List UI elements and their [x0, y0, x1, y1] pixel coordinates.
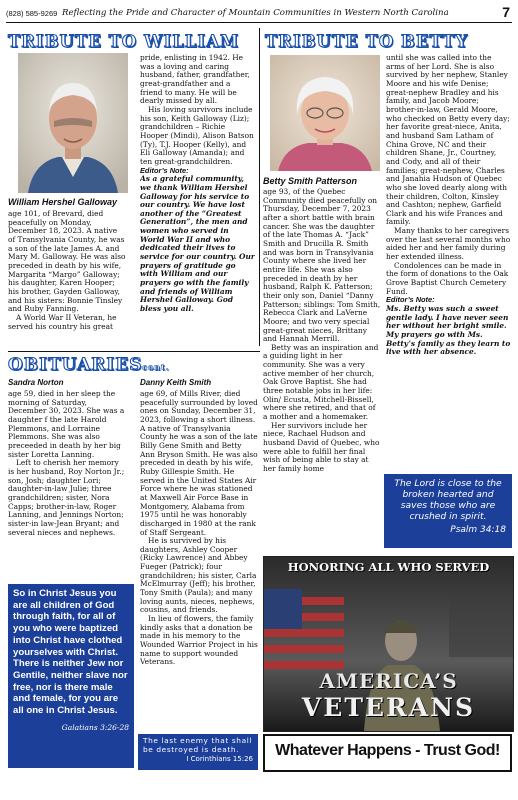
- tribute-betty-banner: TRIBUTE TO BETTY: [265, 32, 469, 51]
- danny-name: Danny Keith Smith: [140, 378, 212, 387]
- page-header: [6, 6, 512, 23]
- betty-obituary-col2: [386, 54, 512, 446]
- william-editors-note-label: Editor’s Note:: [140, 165, 189, 175]
- psalm-verse-ref: Psalm 34:18: [450, 525, 506, 536]
- obituaries-banner: [8, 351, 260, 374]
- william-name: William Hershel Galloway: [8, 197, 117, 207]
- sandra-obituary: [8, 390, 126, 580]
- betty-name: Betty Smith Patterson: [263, 176, 358, 186]
- trust-god-text: Whatever Happens - Trust God!: [275, 742, 500, 759]
- header-tagline: Reflecting the Pride and Character of Mountain Communities in Western North Carolina: [62, 8, 449, 18]
- danny-para-3: In lieu of flowers, the family kindly asks that a donation be made in his memory to the Wounded Warrior Project in his name to support wounded Veterans.: [140, 614, 258, 667]
- betty-para-5: Many thanks to her caregivers over the last several months who aided her and her family during her extended illness.: [386, 226, 511, 262]
- william-obituary-col1: [8, 210, 126, 347]
- betty-obituary-col1: [263, 188, 381, 524]
- veterans-ad: [263, 556, 514, 732]
- sandra-para-1: age 59, died in her sleep the morning of Saturday, December 30, 2023. She was a daughter f the late Harold Plemmons, and Lorraine Plemmons. She was also preceeded in death by her big sister Loretta Lanning.: [8, 390, 125, 459]
- betty-para-4: until she was called into the arms of her Lord. She is also survived by her nephew, Stanley Moore and his wife Denise; great-nephew Bradley and his family, and Jacob Moore; brother-in-law, Gerald Moore, who checked on Betty every day; her favorite great-niece, Anita, and husband Sam Latham of China Grove, NC and their children Shane, Jr., Courtney, and Cody, and all of their families; great-nephew, Charles and Janahia Hudson of Quebec who she loved dearly along with their children, Colton, Kinsley and Cashton; nephew, Garfield Clark and his wife Frances and family.: [386, 54, 510, 227]
- obituaries-cont: cont.: [142, 362, 170, 372]
- betty-editors-note-label: Editor’s Note:: [386, 295, 435, 305]
- corinthians-verse-ref: I Corinthians 15:26: [186, 755, 253, 764]
- betty-para-6: Condolences can be made in the form of donations to the Oak Grove Baptist Church Cemetery Fund.: [386, 260, 509, 296]
- betty-editors-note: Ms. Betty was such a sweet gentle lady. I have never seen her without her bright smile. My prayers go with Ms. Betty’s family as they learn to live with her absence.: [386, 304, 511, 357]
- galatians-verse-ref: Galatians 3:26-28: [61, 722, 129, 732]
- betty-para-3: Her survivors include her niece, Rachael Hudson and husband David of Quebec, who were able to fulfill her final wish of being able to stay at her family home: [263, 420, 380, 473]
- william-para-4: His loving survivors include his son, Keith Galloway (Liz); grandchildren – Richie Hooper (Mindi), Alison Batson (Ty), T.J. Hooper (Kelly), and Eli Galloway (Amanda); and ten great-grandchildren.: [140, 104, 254, 166]
- corinthians-verse-box: [138, 734, 258, 770]
- betty-photo: [270, 55, 380, 171]
- galatians-verse-text: So in Christ Jesus you are all children of God through faith, for all of you who were baptized into Christ have clothed yourselves with Christ. There is neither Jew nor Gentile, neither slave nor free, nor is there male and female, for you are all one in Christ Jesus.: [13, 588, 128, 717]
- sandra-name: Sandra Norton: [8, 378, 64, 387]
- william-para-1: age 101, of Brevard, died peacefully on Monday, December 18, 2023. A native of Transylvania County, he was a son of the late James A. and Mary M. Galloway. He was also preceded in death by his wife, Margarita “Margo” Galloway; his daughter, Karen Hooper; his brother, Gayden Galloway, and his sisters: Bonnie Tinsley and Ruby Fanning.: [8, 210, 126, 314]
- column-divider: [259, 28, 260, 346]
- page-number: 7: [502, 4, 510, 20]
- tribute-william-banner: TRIBUTE TO WILLIAM: [8, 32, 240, 51]
- galatians-verse-box: [8, 584, 134, 768]
- veterans-ad-top: HONORING ALL WHO SERVED: [287, 560, 490, 574]
- veterans-ad-line2: VETERANS: [301, 693, 476, 722]
- william-photo: [18, 53, 128, 193]
- veterans-ad-line1: AMERICA’S: [319, 669, 458, 693]
- danny-obituary: [140, 390, 258, 732]
- corinthians-verse-text: The last enemy that shall be destroyed is death.: [143, 736, 253, 754]
- sandra-para-2: Left to cherish her memory is her husband, Roy Norton Jr.; son, Josh; daughter Lori; daughter-in-law Julie; three grandchildren; sister, Nora Capps; brother-in-law, Roger Lanning, and Jennings Norton; sister-in law-Jean Bryant; and several nieces and nephews.: [8, 458, 125, 537]
- psalm-verse-box: [384, 474, 512, 548]
- danny-para-2: He is survived by his daughters, Ashley Cooper (Ricky Lawrence) and Abbey Fueger (Patrick); four grandchildren; his sister, Carla McElmurray (Jeff); his brother, Tony Smith (Paula); and many loving aunts, nieces, nephews, cousins, and friends.: [140, 536, 257, 615]
- header-phone: (828) 585-9269: [6, 9, 58, 18]
- betty-para-1: age 93, of the Quebec Community died peacefully on Thursday, December 7, 2023 after a short battle with brain cancer. She was the daughter of the late Thomas A. “Jack” Smith and Drucilla R. Smith and was born in Transylvania County where she lived her entire life. She was also preceded in death by her husband, Ralph K. Patterson; their only son, Daniel “Danny Patterson; siblings: Tom Smith, Rebecca Clark and LaVerne Moore; and two very special great-great nieces, Brittany and Hannah Merrill.: [263, 188, 381, 344]
- psalm-verse-text: The Lord is close to the broken hearted and saves those who are crushed in spirit.: [394, 478, 502, 523]
- danny-para-1: age 69, of Mills River, died peacefully surrounded by loved ones on Sunday, December 31, 2023, following a short illness. A native of Transylvania County he was a son of the late Billy Gene Smith and Betty Ann Bryson Smith. He was also preceded in death by his wife, Ruby Gillespie Smith. He served in the United States Air Force where he was stationed at Maxwell Air Force Base in Montgomery, Alabama from 1975 until he was honorably discharged in 1980 at the rank of Staff Sergeant.: [140, 390, 258, 537]
- william-para-2: A World War II Veteran, he served his country his great: [8, 312, 117, 331]
- william-para-3: pride, enlisting in 1942. He was a loving and caring husband, father, grandfather, great-grandfather and a friend to many. He will be dearly missed by all.: [140, 54, 250, 106]
- trust-god-box: [263, 734, 512, 772]
- betty-para-2: Betty was an inspiration and a guiding light in her community. She was a very active member of her church, Oak Grove Baptist. She had three notable jobs in her life: Olin/ Ecusta, Mitchell-Bissell, where she retired, and that of a mother and a homemaker.: [263, 342, 379, 422]
- william-editors-note: As a grateful community, we thank William Hershel Galloway for his service to our country. We have lost another of the “Greatest Generation”, the men and women who served in World War II and who dedicated their lives to service for our country. Our prayers of gratitude go with William and our prayers go with the family and friends of William Hershel Galloway. God bless you all.: [140, 174, 255, 314]
- william-obituary-col2: [140, 54, 255, 346]
- obituaries-title: OBITUARIES: [8, 355, 143, 375]
